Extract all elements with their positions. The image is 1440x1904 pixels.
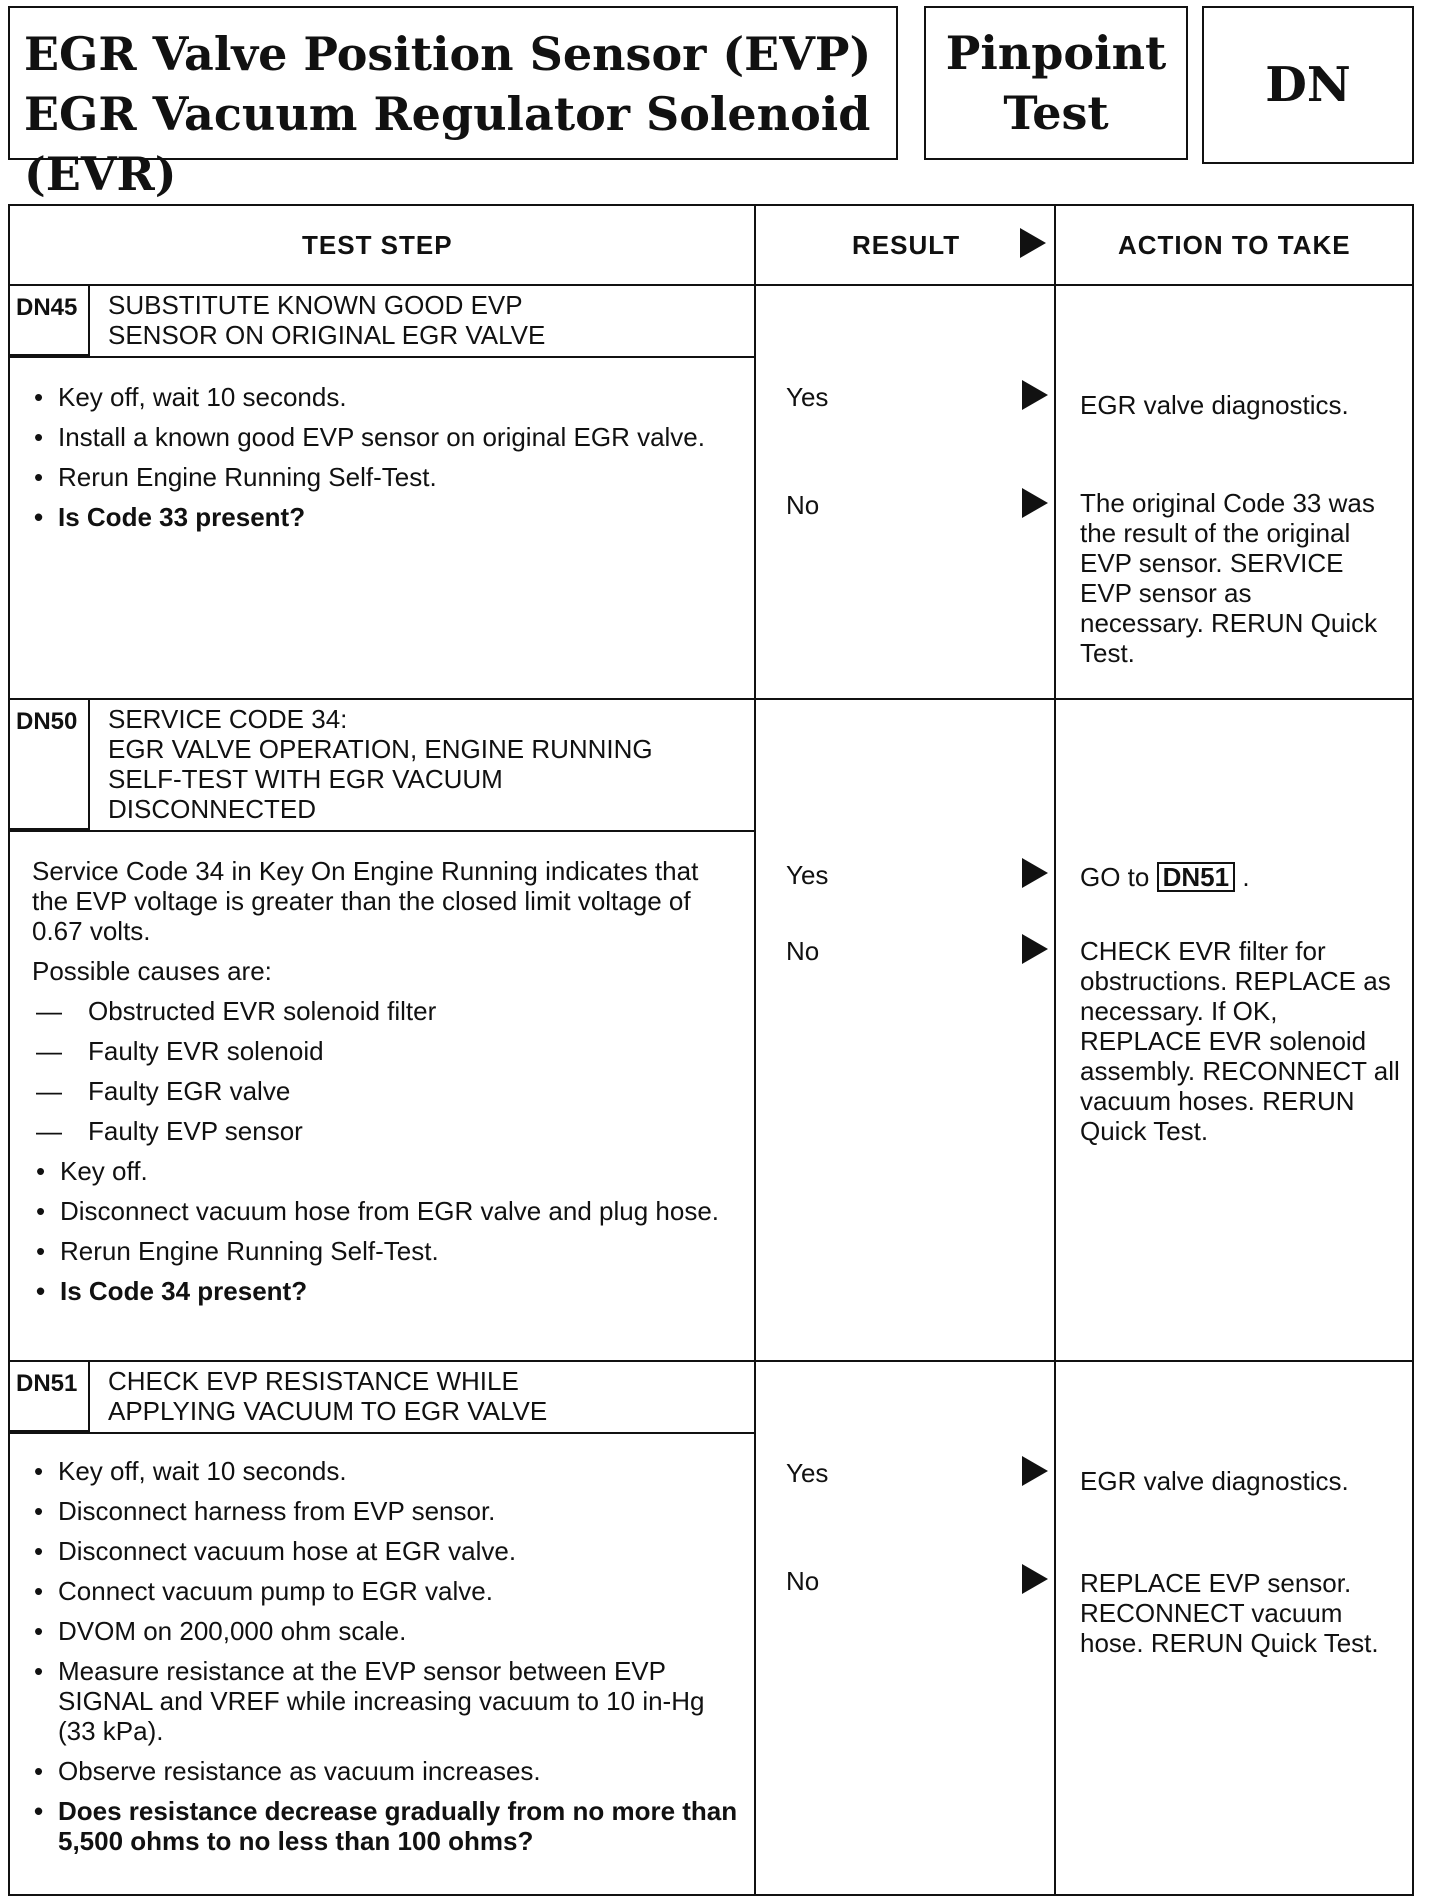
result-arrow-icon [1020,228,1046,258]
step-header-dn51 [10,1362,754,1432]
test-code-box [1202,6,1414,164]
cause-item: — Obstructed EVR solenoid filter [32,996,732,1026]
result-yes: Yes [786,382,829,412]
result-arrow-icon [1022,1456,1048,1486]
action-suffix: . [1242,862,1250,892]
step-body-dn45 [30,382,740,542]
list-item: • Disconnect harness from EVP sensor. [30,1496,740,1526]
header-result: RESULT [852,230,961,260]
step-title-line: SERVICE CODE 34: [108,704,348,734]
action-text: REPLACE EVP sensor. RECONNECT vacuum hose. RERUN Quick Test. [1080,1568,1379,1658]
step-id: DN45 [10,286,90,356]
step-title [108,1366,547,1426]
cause-item: — Faulty EGR valve [32,1076,732,1106]
causes-label: Possible causes are: [32,956,272,986]
step-id: DN51 [10,1362,90,1432]
action-text: EGR valve diagnostics. [1080,390,1349,420]
result-arrow-icon [1022,380,1048,410]
list-item: • Key off. [32,1156,732,1186]
result-no: No [786,1566,820,1596]
step-title-line: EGR VALVE OPERATION, ENGINE RUNNING [108,734,653,764]
step-title-line: SELF-TEST WITH EGR VACUUM [108,764,503,794]
result-no: No [786,490,820,520]
step-title-divider [10,356,754,358]
step-title [108,290,545,350]
action-text: The original Code 33 was the result of the original EVP sensor. SERVICE EVP sensor as necessary. RERUN Quick Test. [1080,488,1378,668]
list-item: • Rerun Engine Running Self-Test. [32,1236,732,1266]
list-item: • Rerun Engine Running Self-Test. [30,462,740,492]
step-body-dn50 [32,856,732,1316]
step-reference-link[interactable]: DN51 [1157,862,1235,892]
step-body-dn51 [30,1456,740,1866]
list-item: • DVOM on 200,000 ohm scale. [30,1616,740,1646]
list-item: • Disconnect vacuum hose from EGR valve and plug hose. [32,1196,732,1226]
test-label: Test [1003,86,1109,140]
result-no: No [786,936,820,966]
header-test-step: TEST STEP [302,230,453,260]
list-item: • Observe resistance as vacuum increases. [30,1756,740,1786]
result-arrow-icon [1022,1564,1048,1594]
list-item: • Install a known good EVP sensor on original EGR valve. [30,422,740,452]
list-item: • Connect vacuum pump to EGR valve. [30,1576,740,1606]
pinpoint-label: Pinpoint [945,26,1167,80]
list-item: • Disconnect vacuum hose at EGR valve. [30,1536,740,1566]
cause-item: — Faulty EVR solenoid [32,1036,732,1066]
column-divider-2 [1054,206,1056,1894]
step-title-line: APPLYING VACUUM TO EGR VALVE [108,1396,548,1426]
test-code: DN [1265,57,1351,113]
cause-item: — Faulty EVP sensor [32,1116,732,1146]
pinpoint-table [8,204,1414,1896]
result-arrow-icon [1022,934,1048,964]
title-line-2: EGR Vacuum Regulator Solenoid (EVR) [24,87,871,201]
action-text: CHECK EVR filter for obstructions. REPLACE as necessary. If OK, REPLACE EVR solenoid assembly. RECONNECT all vacuum hoses. RERUN Quick Test. [1080,936,1400,1146]
result-yes: Yes [786,860,829,890]
action-text [1080,862,1400,892]
step-title [108,704,653,824]
step-id: DN50 [10,700,90,830]
title-line-1: EGR Valve Position Sensor (EVP) [24,27,872,81]
result-arrow-icon [1022,488,1048,518]
question-item: • Is Code 33 present? [30,502,740,532]
step-title-line: SUBSTITUTE KNOWN GOOD EVP [108,290,523,320]
step-header-dn45 [10,286,754,356]
step-title-divider [10,830,754,832]
list-item: • Key off, wait 10 seconds. [30,1456,740,1486]
step-title-line: CHECK EVP RESISTANCE WHILE [108,1366,519,1396]
step-intro: Service Code 34 in Key On Engine Running indicates that the EVP voltage is greater than the closed limit voltage of 0.67 volts. [32,856,699,946]
result-yes: Yes [786,1458,829,1488]
list-item: • Key off, wait 10 seconds. [30,382,740,412]
step-title-divider [10,1432,754,1434]
column-divider-1 [754,206,756,1894]
list-item: • Measure resistance at the EVP sensor between EVP SIGNAL and VREF while increasing vacuum to 10 in-Hg (33 kPa). [30,1656,740,1746]
step-header-dn50 [10,700,754,830]
action-text: EGR valve diagnostics. [1080,1466,1349,1496]
pinpoint-test-box [924,6,1188,160]
step-title-line: SENSOR ON ORIGINAL EGR VALVE [108,320,546,350]
header-action: ACTION TO TAKE [1118,230,1351,260]
result-arrow-icon [1022,858,1048,888]
title-box [8,6,898,201]
question-item: • Does resistance decrease gradually from no more than 5,500 ohms to no less than 100 ohms? [30,1796,740,1856]
action-prefix: GO to [1080,862,1150,892]
question-item: • Is Code 34 present? [32,1276,732,1306]
step-title-line: DISCONNECTED [108,794,317,824]
